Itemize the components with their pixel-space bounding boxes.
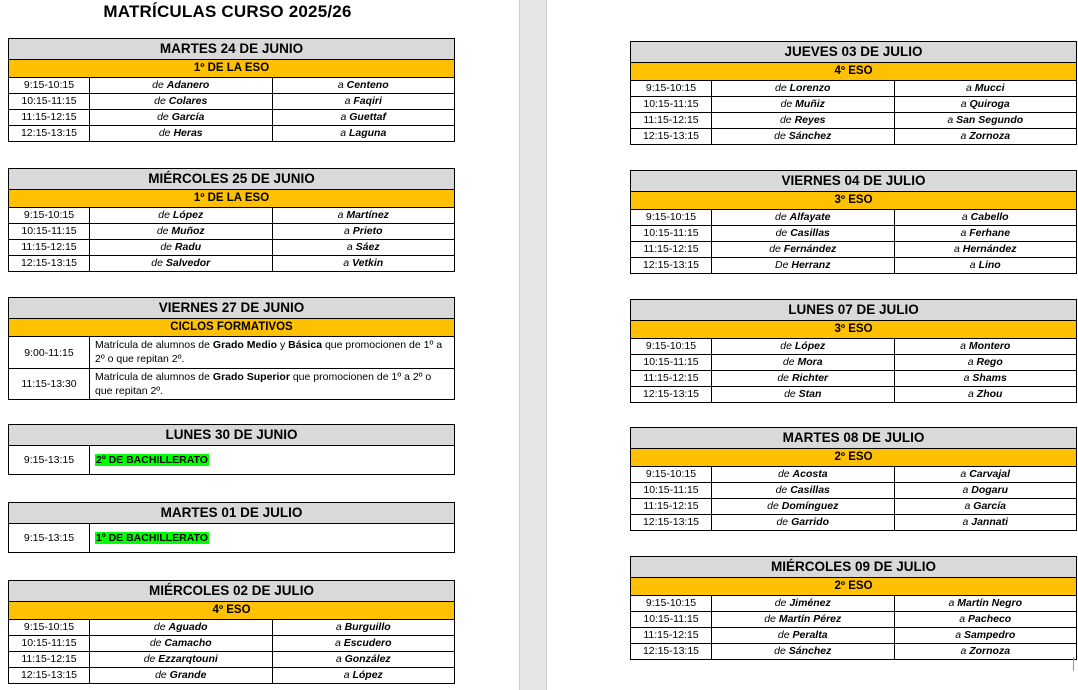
to-surname-cell: a Pacheco — [959, 613, 1012, 625]
to-surname-cell: a Guettaf — [340, 111, 386, 123]
day-header: MIÉRCOLES 02 DE JULIO — [9, 581, 454, 602]
from-surname-cell: De Herranz — [712, 258, 895, 273]
table-row — [631, 644, 1076, 659]
time-cell: 9:15-10:15 — [631, 467, 712, 482]
table-row — [631, 129, 1076, 144]
time-cell: 12:15-13:15 — [9, 126, 90, 141]
from-surname-cell: de Sánchez — [712, 129, 895, 144]
table-row — [631, 339, 1076, 355]
time-cell: 11:15-12:15 — [9, 652, 90, 667]
from-surname-cell: de Domínguez — [712, 499, 895, 514]
table-row — [9, 78, 454, 94]
table-row — [9, 369, 454, 399]
time-cell: 11:15-13:30 — [9, 369, 90, 399]
table-row — [9, 208, 454, 224]
from-surname-cell: de Camacho — [90, 636, 273, 651]
time-cell: 12:15-13:15 — [631, 515, 712, 530]
time-cell: 10:15-11:15 — [631, 612, 712, 627]
from-surname-cell: de Fernández — [712, 242, 895, 257]
day-header: LUNES 07 DE JULIO — [631, 300, 1076, 321]
to-surname-cell: a Quiroga — [960, 98, 1010, 110]
to-surname-cell: a Montero — [960, 340, 1011, 352]
group-header: 2º ESO — [631, 578, 1076, 596]
group-header: 4º ESO — [631, 63, 1076, 81]
to-surname-cell: a Hernández — [954, 243, 1017, 255]
table-row — [631, 596, 1076, 612]
time-cell: 10:15-11:15 — [9, 224, 90, 239]
time-cell: 11:15-12:15 — [631, 242, 712, 257]
table-row — [631, 628, 1076, 644]
table-row — [631, 467, 1076, 483]
from-surname-cell: de Aguado — [90, 620, 273, 635]
table-row — [631, 371, 1076, 387]
time-cell: 10:15-11:15 — [9, 94, 90, 109]
to-surname-cell: a Escudero — [334, 637, 392, 649]
group-header: 4º ESO — [9, 602, 454, 620]
day-header: MIÉRCOLES 09 DE JULIO — [631, 557, 1076, 578]
to-surname-cell: a Shams — [963, 372, 1007, 384]
from-surname-cell: de Lorenzo — [712, 81, 895, 96]
to-surname-cell: a Zornoza — [960, 130, 1011, 142]
from-surname-cell: de Stan — [712, 387, 895, 402]
from-surname-cell: de Sánchez — [712, 644, 895, 659]
from-surname-cell: de Martín Pérez — [712, 612, 895, 627]
from-surname-cell: de Casillas — [712, 226, 895, 241]
highlighted-group: 2º DE BACHILLERATO — [96, 454, 208, 466]
time-cell: 10:15-11:15 — [631, 355, 712, 370]
schedule-block — [630, 556, 1077, 660]
to-surname-cell: a Laguna — [340, 127, 387, 139]
table-row — [631, 483, 1076, 499]
day-header: MIÉRCOLES 25 DE JUNIO — [9, 169, 454, 190]
from-surname-cell: de Grande — [90, 668, 273, 683]
time-cell: 11:15-12:15 — [631, 371, 712, 386]
from-surname-cell: de Salvedor — [90, 256, 273, 271]
from-surname-cell: de Acosta — [712, 467, 895, 482]
from-surname-cell: de Heras — [90, 126, 273, 141]
table-row — [9, 110, 454, 126]
schedule-block — [630, 170, 1077, 274]
time-cell: 9:15-10:15 — [9, 78, 90, 93]
table-row — [631, 612, 1076, 628]
schedule-block — [630, 41, 1077, 145]
table-row — [631, 210, 1076, 226]
time-cell: 11:15-12:15 — [631, 499, 712, 514]
to-surname-cell: a Dogaru — [962, 484, 1008, 496]
time-cell: 12:15-13:15 — [9, 256, 90, 271]
day-header: MARTES 01 DE JULIO — [9, 503, 454, 524]
time-cell: 9:15-10:15 — [9, 208, 90, 223]
schedule-block — [8, 38, 455, 142]
from-surname-cell: de Jiménez — [712, 596, 895, 611]
from-surname-cell: de Casillas — [712, 483, 895, 498]
schedule-block-bach1 — [8, 502, 455, 553]
time-cell: 12:15-13:15 — [631, 387, 712, 402]
time-cell: 9:00-11:15 — [9, 337, 90, 368]
highlighted-group: 1º DE BACHILLERATO — [96, 532, 208, 544]
from-surname-cell: de Reyes — [712, 113, 895, 128]
to-surname-cell: a Burguillo — [335, 621, 391, 633]
from-surname-cell: de Peralta — [712, 628, 895, 643]
from-surname-cell: de Alfayate — [712, 210, 895, 225]
time-cell: 9:15-10:15 — [631, 596, 712, 611]
time-cell: 12:15-13:15 — [631, 258, 712, 273]
to-surname-cell: a Ferhane — [960, 227, 1011, 239]
table-row — [631, 258, 1076, 273]
table-row — [9, 337, 454, 369]
schedule-block — [8, 168, 455, 272]
day-header: LUNES 30 DE JUNIO — [9, 425, 454, 446]
from-surname-cell: de López — [90, 208, 273, 223]
time-cell: 12:15-13:15 — [9, 668, 90, 683]
time-cell: 10:15-11:15 — [9, 636, 90, 651]
table-row — [9, 126, 454, 141]
text-cursor — [1073, 657, 1074, 671]
time-cell: 11:15-12:15 — [631, 113, 712, 128]
from-surname-cell: de Mora — [712, 355, 895, 370]
day-header: MARTES 24 DE JUNIO — [9, 39, 454, 60]
table-row — [9, 636, 454, 652]
to-surname-cell: a Centeno — [337, 79, 389, 91]
to-surname-cell: a Vetkin — [343, 257, 384, 269]
schedule-block — [8, 580, 455, 684]
table-row — [9, 94, 454, 110]
schedule-block-ciclos — [8, 297, 455, 400]
document-title: MATRÍCULAS CURSO 2025/26 — [103, 2, 352, 21]
from-surname-cell: de Colares — [90, 94, 273, 109]
description-cell: Matrícula de alumnos de Grado Superior que promocionen de 1º a 2º o que repitan 2º. — [95, 371, 432, 397]
to-surname-cell: a Lino — [969, 259, 1001, 271]
from-surname-cell: de Richter — [712, 371, 895, 386]
from-surname-cell: de Garrido — [712, 515, 895, 530]
group-header: CICLOS FORMATIVOS — [9, 319, 454, 337]
table-row — [9, 256, 454, 271]
from-surname-cell: de Radu — [90, 240, 273, 255]
table-row — [9, 620, 454, 636]
to-surname-cell: a Mucci — [965, 82, 1005, 94]
from-surname-cell: de García — [90, 110, 273, 125]
time-cell: 9:15-13:15 — [9, 524, 90, 552]
page-gutter — [519, 0, 547, 690]
group-header: 2º ESO — [631, 449, 1076, 467]
time-cell: 10:15-11:15 — [631, 226, 712, 241]
table-row — [631, 499, 1076, 515]
time-cell: 9:15-10:15 — [631, 339, 712, 354]
table-row — [631, 387, 1076, 402]
schedule-block — [630, 299, 1077, 403]
table-row — [9, 224, 454, 240]
to-surname-cell: a Zhou — [968, 388, 1003, 400]
group-header: 3º ESO — [631, 192, 1076, 210]
table-row — [631, 226, 1076, 242]
to-surname-cell: a Sampedro — [955, 629, 1016, 641]
to-surname-cell: a Martínez — [337, 209, 389, 221]
from-surname-cell: de Adanero — [90, 78, 273, 93]
table-row — [631, 242, 1076, 258]
to-surname-cell: a Jannati — [962, 516, 1009, 528]
table-row — [9, 446, 454, 474]
to-surname-cell: a López — [343, 669, 383, 681]
table-row — [631, 81, 1076, 97]
description-cell: Matrícula de alumnos de Grado Medio y Básica que promocionen de 1º a 2º o que repitan 2º. — [95, 339, 443, 365]
from-surname-cell: de Muñoz — [90, 224, 273, 239]
table-row — [9, 524, 454, 552]
time-cell: 9:15-13:15 — [9, 446, 90, 474]
to-surname-cell: a Rego — [967, 356, 1003, 368]
time-cell: 11:15-12:15 — [9, 110, 90, 125]
table-row — [631, 97, 1076, 113]
day-header: VIERNES 04 DE JULIO — [631, 171, 1076, 192]
time-cell: 9:15-10:15 — [9, 620, 90, 635]
table-row — [631, 515, 1076, 530]
from-surname-cell: de Muñiz — [712, 97, 895, 112]
from-surname-cell: de Ezzarqtouni — [90, 652, 273, 667]
table-row — [9, 652, 454, 668]
to-surname-cell: a Martín Negro — [948, 597, 1023, 609]
time-cell: 12:15-13:15 — [631, 129, 712, 144]
to-surname-cell: a Carvajal — [960, 468, 1011, 480]
time-cell: 10:15-11:15 — [631, 483, 712, 498]
to-surname-cell: a Prieto — [343, 225, 383, 237]
time-cell: 9:15-10:15 — [631, 81, 712, 96]
to-surname-cell: a Cabello — [961, 211, 1009, 223]
to-surname-cell: a Sáez — [346, 241, 380, 253]
table-row — [631, 113, 1076, 129]
group-header: 1º DE LA ESO — [9, 60, 454, 78]
group-header: 1º DE LA ESO — [9, 190, 454, 208]
to-surname-cell: a González — [335, 653, 391, 665]
day-header: VIERNES 27 DE JUNIO — [9, 298, 454, 319]
time-cell: 10:15-11:15 — [631, 97, 712, 112]
to-surname-cell: a Zornoza — [960, 645, 1011, 657]
time-cell: 9:15-10:15 — [631, 210, 712, 225]
time-cell: 12:15-13:15 — [631, 644, 712, 659]
day-header: MARTES 08 DE JULIO — [631, 428, 1076, 449]
day-header: JUEVES 03 DE JULIO — [631, 42, 1076, 63]
time-cell: 11:15-12:15 — [9, 240, 90, 255]
to-surname-cell: a García — [964, 500, 1006, 512]
from-surname-cell: de López — [712, 339, 895, 354]
table-row — [9, 668, 454, 683]
schedule-block-bach2 — [8, 424, 455, 475]
schedule-block — [630, 427, 1077, 531]
time-cell: 11:15-12:15 — [631, 628, 712, 643]
to-surname-cell: a Faqiri — [344, 95, 382, 107]
table-row — [9, 240, 454, 256]
table-row — [631, 355, 1076, 371]
to-surname-cell: a San Segundo — [947, 114, 1024, 126]
group-header: 3º ESO — [631, 321, 1076, 339]
